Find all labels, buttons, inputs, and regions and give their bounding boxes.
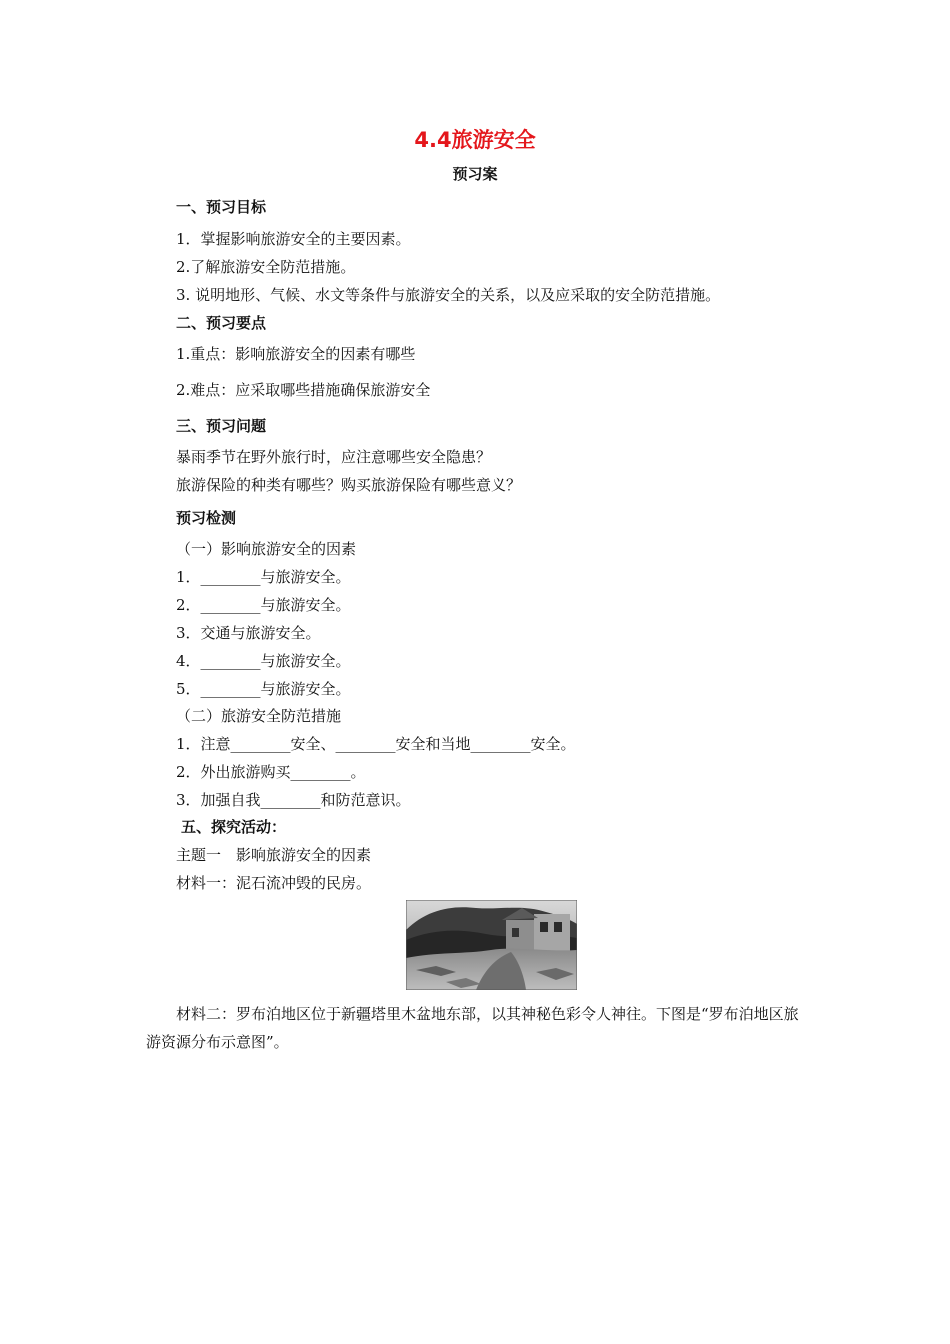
- section-heading-goals: 一、预习目标: [176, 198, 267, 216]
- check-item: 5．________与旅游安全。: [176, 680, 351, 698]
- activity-material-1: 材料一：泥石流冲毁的民房。: [176, 874, 372, 892]
- check-item: 3．加强自我________和防范意识。: [176, 791, 411, 809]
- section-heading-questions: 三、预习问题: [176, 417, 267, 435]
- key-point-item: 2.难点：应采取哪些措施确保旅游安全: [176, 381, 431, 399]
- goal-item: 2.了解旅游安全防范措施。: [176, 258, 356, 276]
- check-part2-heading: （二）旅游安全防范措施: [176, 707, 342, 725]
- check-item: 1．注意________安全、________安全和当地________安全。: [176, 735, 576, 753]
- section-heading-check: 预习检测: [176, 509, 237, 527]
- question-item: 旅游保险的种类有哪些？购买旅游保险有哪些意义？: [176, 476, 522, 494]
- goal-item: 1．掌握影响旅游安全的主要因素。: [176, 230, 411, 248]
- activity-topic: 主题一 影响旅游安全的因素: [176, 846, 372, 864]
- mudslide-photo: [406, 900, 577, 990]
- check-item: 2．外出旅游购买________。: [176, 763, 366, 781]
- check-item: 2．________与旅游安全。: [176, 596, 351, 614]
- document-title: 4.4旅游安全: [414, 128, 536, 152]
- check-part1-heading: （一）影响旅游安全的因素: [176, 540, 357, 558]
- section-heading-key-points: 二、预习要点: [176, 314, 267, 332]
- key-point-item: 1.重点：影响旅游安全的因素有哪些: [176, 345, 416, 363]
- activity-material-2: 材料二：罗布泊地区位于新疆塔里木盆地东部，以其神秘色彩令人神往。下图是“罗布泊地区旅游资源分布示意图”。: [146, 1005, 799, 1051]
- document-subtitle: 预习案: [452, 165, 498, 183]
- goal-item: 3. 说明地形、气候、水文等条件与旅游安全的关系，以及应采取的安全防范措施。: [176, 286, 721, 304]
- check-item: 4．________与旅游安全。: [176, 652, 351, 670]
- check-item: 3．交通与旅游安全。: [176, 624, 321, 642]
- check-item: 1．________与旅游安全。: [176, 568, 351, 586]
- section-heading-activity: 五、探究活动：: [181, 818, 287, 836]
- question-item: 暴雨季节在野外旅行时，应注意哪些安全隐患？: [176, 448, 492, 466]
